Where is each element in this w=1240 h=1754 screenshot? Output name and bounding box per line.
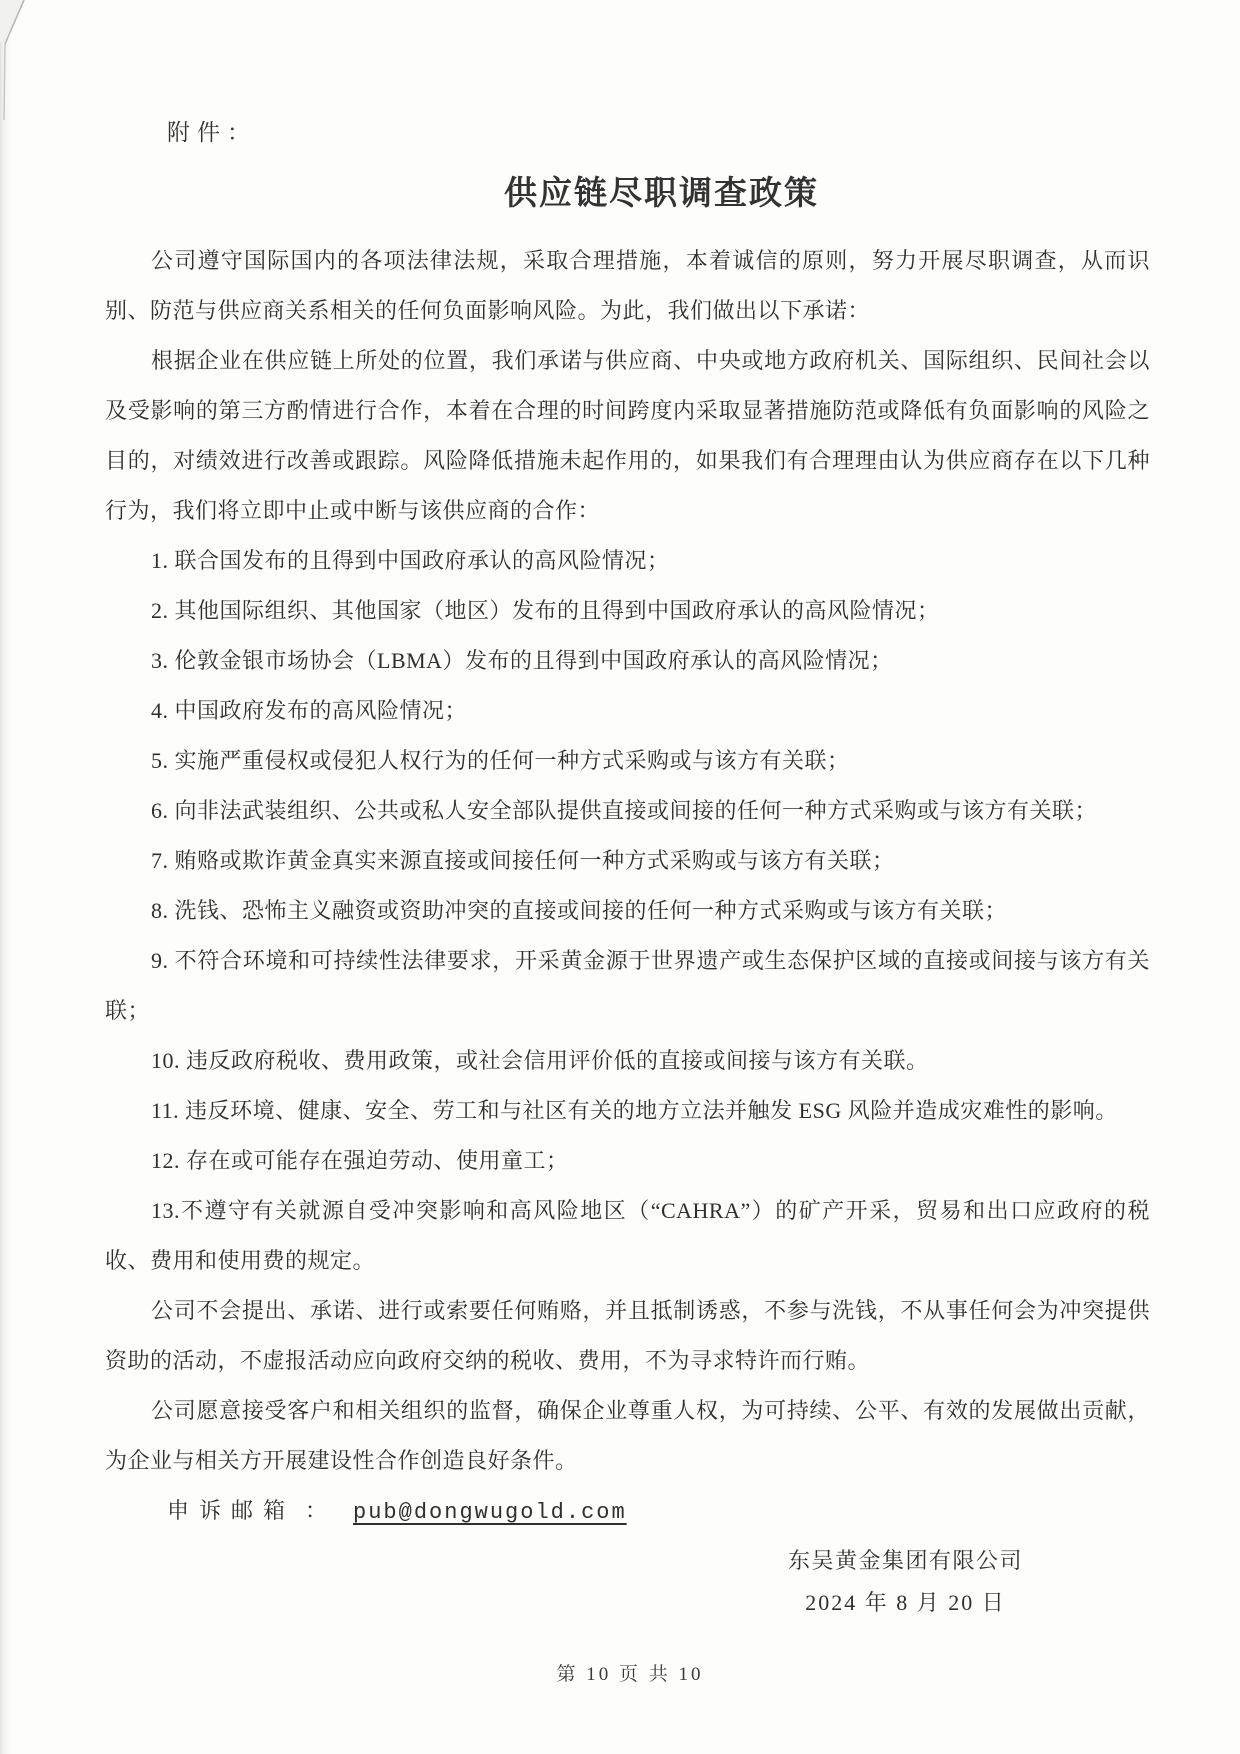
policy-item-10: 10. 违反政府税收、费用政策，或社会信用评价低的直接或间接与该方有关联。 [151,1048,929,1073]
policy-item-8: 8. 洗钱、恐怖主义融资或资助冲突的直接或间接的任何一种方式采购或与该方有关联； [151,898,1008,923]
policy-item-2: 2. 其他国际组织、其他国家（地区）发布的且得到中国政府承认的高风险情况； [151,598,940,623]
complaint-email-line [105,1486,1150,1538]
scan-fold-artifact [0,0,60,120]
intro-paragraph-2: 根据企业在供应链上所处的位置，我们承诺与供应商、中央或地方政府机关、国际组织、民间社会以及受影响的第三方酌情进行合作，本着在合理的时间跨度内采取显著措施防范或降低有负面影响的风险之目的，对绩效进行改善或跟踪。风险降低措施未起作用的，如果我们有合理理由认为供应商存在以下几种行为，我们将立即中止或中断与该供应商的合作： [105,348,1150,523]
policy-item-1: 1. 联合国发布的且得到中国政府承认的高风险情况； [151,548,670,573]
signature-date: 2024 年 8 月 20 日 [805,1590,1006,1615]
policy-item-7: 7. 贿赂或欺诈黄金真实来源直接或间接任何一种方式采购或与该方有关联； [151,848,895,873]
complaint-email-label: 申诉邮箱 [167,1498,296,1523]
attachment-label: 附件： [167,120,257,145]
page-footer [0,1655,1240,1695]
signature-block [788,1540,1023,1624]
policy-item-6: 6. 向非法武装组织、公共或私人安全部队提供直接或间接的任何一种方式采购或与该方有关联； [151,798,1098,823]
policy-item-3: 3. 伦敦金银市场协会（LBMA）发布的且得到中国政府承认的高风险情况； [151,648,893,673]
document-body [105,236,1150,1624]
policy-item-13: 13.不遵守有关就源自受冲突影响和高风险地区（“CAHRA”）的矿产开采，贸易和出口应政府的税收、费用和使用费的规定。 [105,1198,1150,1273]
document-content [105,118,1150,1624]
policy-item-5: 5. 实施严重侵权或侵犯人权行为的任何一种方式采购或与该方有关联； [151,748,850,773]
complaint-email-address: pub@dongwugold.com [353,1500,627,1525]
page-number: 第 10 页 共 10 [556,1664,704,1685]
signature-company: 东吴黄金集团有限公司 [787,1548,1023,1573]
policy-item-4: 4. 中国政府发布的高风险情况； [151,698,468,723]
closing-paragraph-1: 公司不会提出、承诺、进行或索要任何贿赂，并且抵制诱惑，不参与洗钱，不从事任何会为冲突提供资助的活动，不虚报活动应向政府交纳的税收、费用，不为寻求特许而行贿。 [105,1298,1150,1373]
intro-paragraph-1: 公司遵守国际国内的各项法律法规，采取合理措施，本着诚信的原则，努力开展尽职调查，从而识别、防范与供应商关系相关的任何负面影响风险。为此，我们做出以下承诺： [105,248,1150,323]
policy-item-11: 11. 违反环境、健康、安全、劳工和与社区有关的地方立法并触发 ESG 风险并造成灾难性的影响。 [151,1098,1118,1123]
policy-item-12: 12. 存在或可能存在强迫劳动、使用童工； [151,1148,569,1173]
colon-separator: ： [305,1498,328,1523]
closing-paragraph-2: 公司愿意接受客户和相关组织的监督，确保企业尊重人权，为可持续、公平、有效的发展做出贡献，为企业与相关方开展建设性合作创造良好条件。 [105,1398,1150,1473]
document-title: 供应链尽职调查政策 [504,174,819,211]
scan-edge-artifact [0,0,10,1754]
policy-item-9: 9. 不符合环境和可持续性法律要求，开采黄金源于世界遗产或生态保护区域的直接或间接与该方有关联； [105,948,1150,1023]
